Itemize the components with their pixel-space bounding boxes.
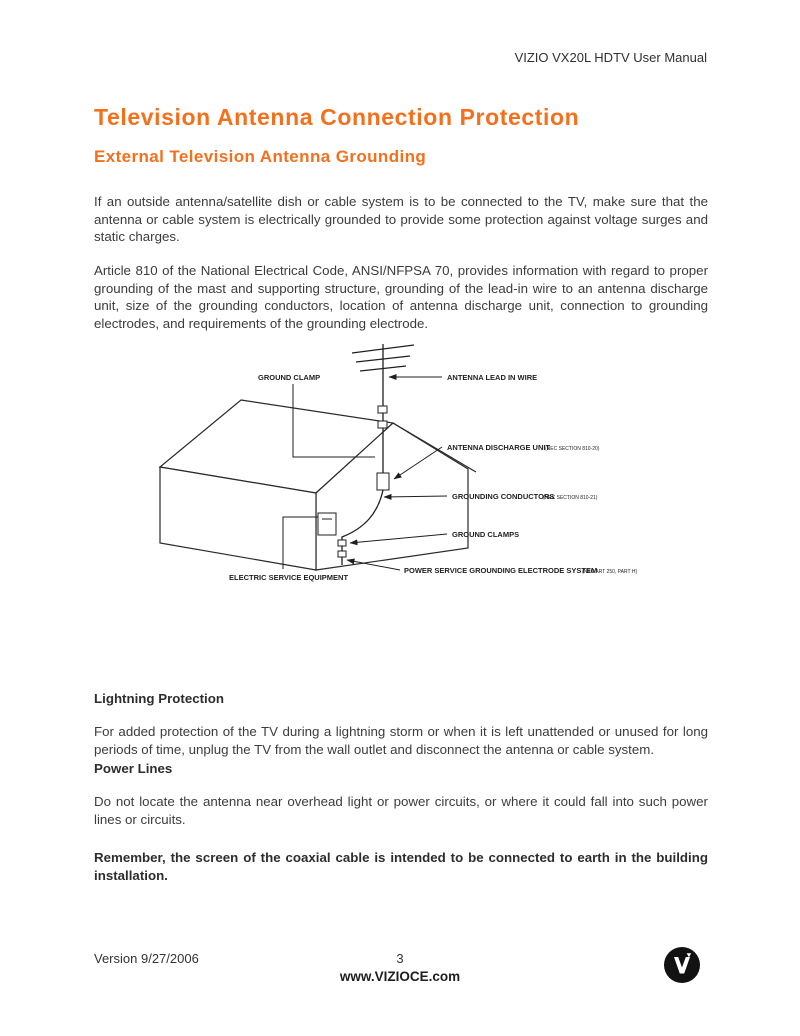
label-antenna-discharge-unit: ANTENNA DISCHARGE UNIT (447, 443, 551, 452)
paragraph-remember-coaxial: Remember, the screen of the coaxial cable is intended to be connected to earth in the building installation. (94, 850, 708, 883)
paragraph-article-810: Article 810 of the National Electrical Code, ANSI/NFPSA 70, provides information with regard to proper grounding of the mast and supporting structure, grounding of the lead-in wire to an antenna discharge unit, size of the grounding conductors, location of antenna discharge unit, connection to grounding electrodes, and requirements of the grounding electrode. (94, 263, 708, 331)
label-electric-service-equipment: ELECTRIC SERVICE EQUIPMENT (229, 573, 349, 582)
ground-clamp-1 (338, 540, 346, 546)
heading-power-lines: Power Lines (94, 761, 173, 776)
label-ground-clamps: GROUND CLAMPS (452, 530, 520, 539)
page-title: Television Antenna Connection Protection (94, 104, 580, 130)
discharge-unit (377, 473, 389, 490)
page-header (515, 50, 707, 65)
label-power-service-grounding-note: (NEC ART 250, PART H) (582, 569, 638, 575)
grounding-diagram-svg (146, 330, 656, 594)
footer-version: Version 9/27/2006 (94, 951, 199, 966)
vizio-logo (663, 946, 701, 984)
mast-clamp-lower (378, 421, 387, 428)
label-power-service-grounding: POWER SERVICE GROUNDING ELECTRODE SYSTEM (404, 566, 598, 575)
mast-clamp-upper (378, 406, 387, 413)
label-ground-clamp: GROUND CLAMP (258, 373, 321, 382)
label-antenna-discharge-unit-note: (NEC SECTION 810-20) (545, 446, 600, 452)
paragraph-power-lines: Do not locate the antenna near overhead light or power circuits, or where it could fall into such power lines or circuits. (94, 794, 708, 827)
label-grounding-conductors-note: (NEC SECTION 810-21) (543, 495, 598, 501)
vizio-logo-icon (663, 946, 701, 984)
label-antenna-lead-in-wire: ANTENNA LEAD IN WIRE (447, 373, 538, 382)
heading-lightning-protection: Lightning Protection (94, 691, 224, 706)
paragraph-lightning-protection: For added protection of the TV during a lightning storm or when it is left unattended or unused for long periods of time, unplug the TV from the wall outlet and disconnect the antenna or cable system. (94, 724, 708, 757)
label-grounding-conductors: GROUNDING CONDUCTORS (452, 492, 555, 501)
footer-page-number: 3 (396, 951, 404, 966)
header-text: VIZIO VX20L HDTV User Manual (514, 50, 707, 65)
antenna-grounding-diagram (146, 330, 656, 594)
ground-clamp-2 (338, 551, 346, 557)
house-drawing (160, 400, 476, 570)
service-equipment-box (318, 513, 336, 535)
paragraph-antenna-grounding: If an outside antenna/satellite dish or cable system is to be connected to the TV, make sure that the antenna or cable system is electrically grounded to provide some protection against voltage surges and static charges. (94, 194, 708, 245)
footer-website: www.VIZIOCE.com (339, 969, 461, 984)
section-subtitle: External Television Antenna Grounding (94, 147, 427, 166)
